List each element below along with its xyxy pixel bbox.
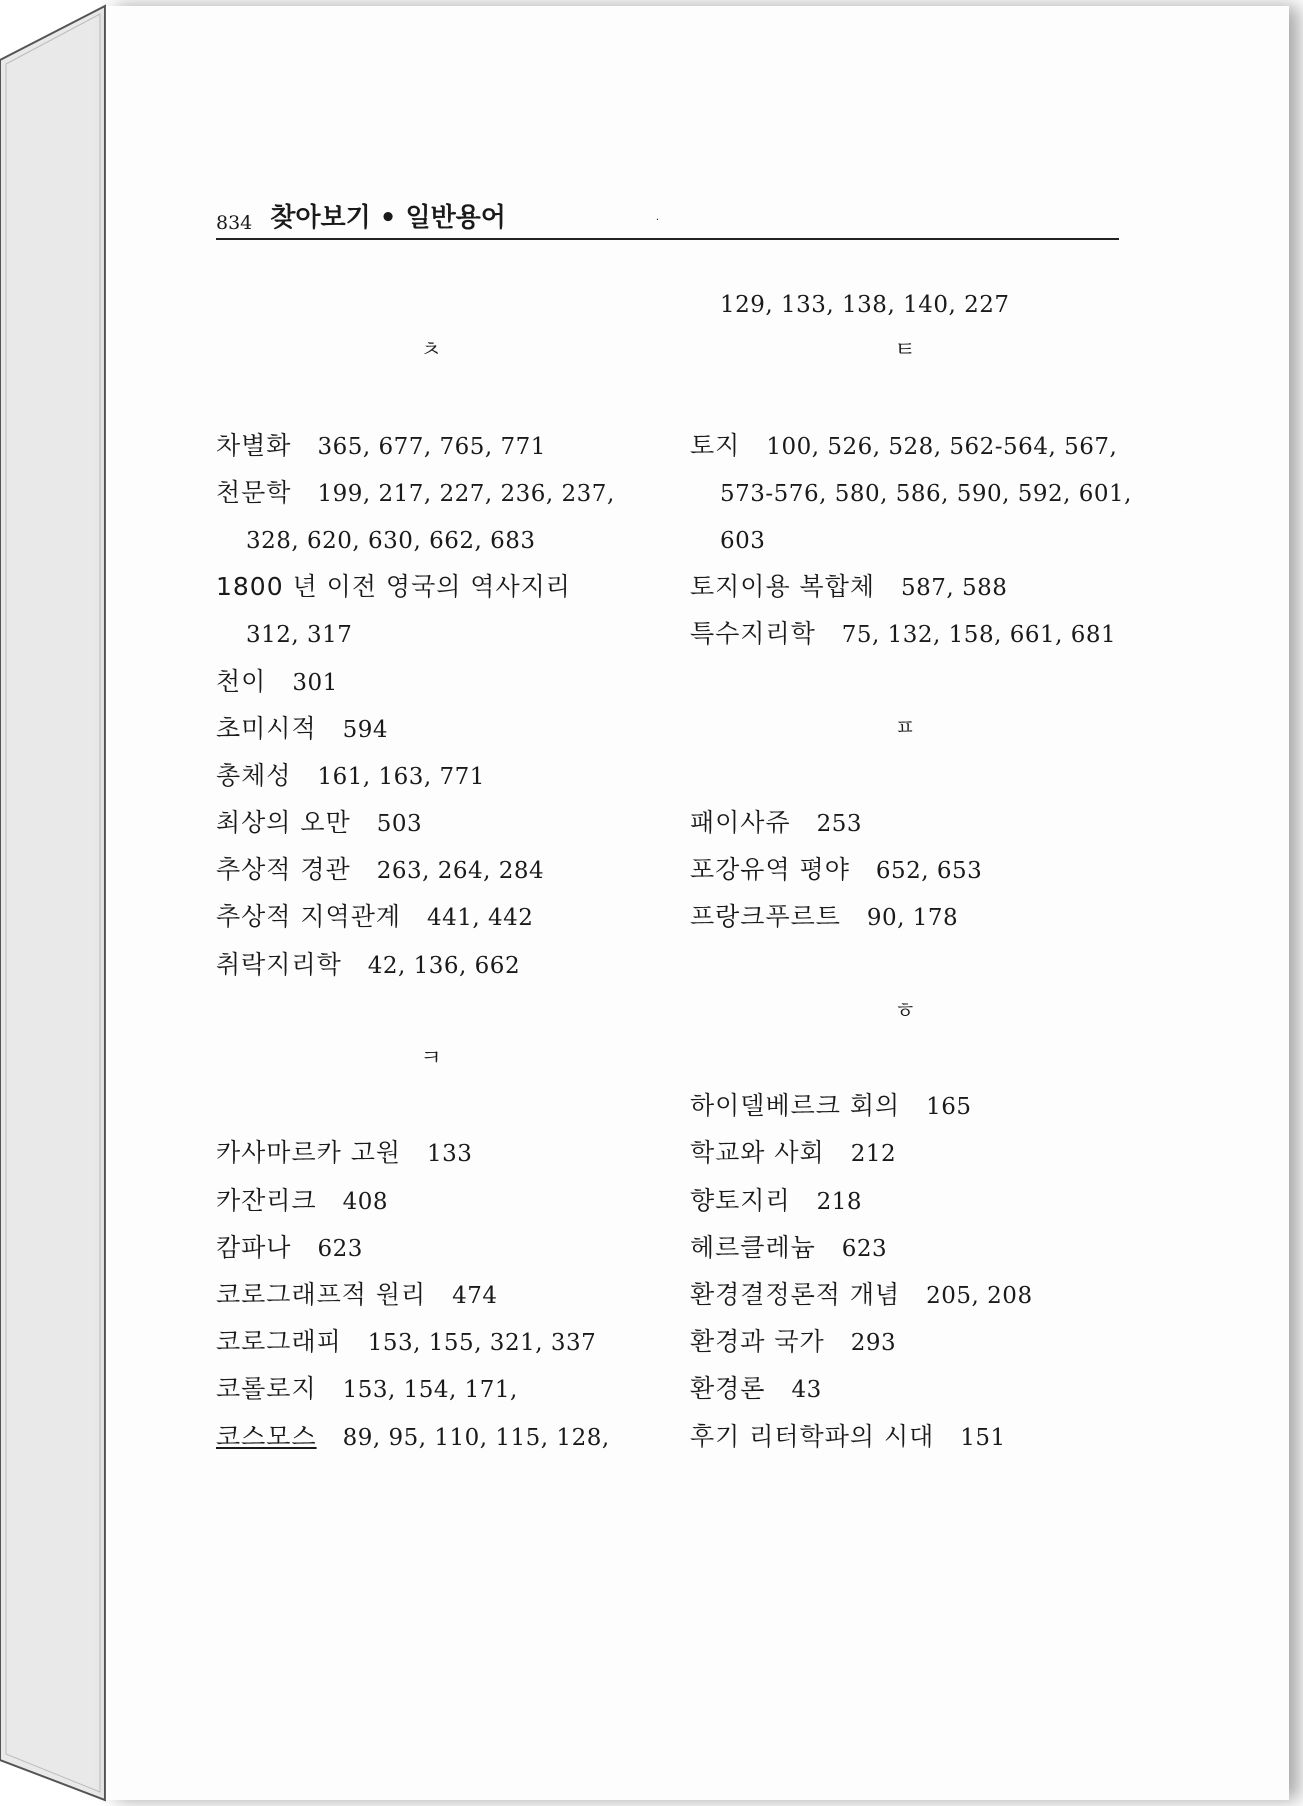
blank-line — [216, 280, 646, 327]
entry-pages: 312, 317 — [246, 622, 353, 649]
index-entry — [690, 1413, 1120, 1460]
entry-term: 환경과 국가 — [690, 1327, 825, 1357]
entry-pages: 153, 154, 171, — [342, 1377, 518, 1404]
entry-term: 헤르클레늄 — [690, 1232, 816, 1262]
entry-term: 환경론 — [690, 1374, 766, 1404]
entry-term: 카사마르카 고원 — [216, 1138, 401, 1168]
blank-line — [216, 1082, 646, 1129]
entry-term: 초미시적 — [216, 713, 317, 743]
index-entry — [216, 563, 646, 610]
entry-pages: 151 — [960, 1424, 1006, 1451]
page-number: 834 — [216, 212, 253, 234]
entry-pages: 42, 136, 662 — [367, 952, 521, 979]
entry-pages: 408 — [342, 1188, 389, 1215]
section-letter-heading: ㅋ — [420, 1046, 442, 1071]
entry-pages: 153, 155, 321, 337 — [367, 1330, 597, 1357]
index-entry-continuation — [690, 516, 1120, 563]
entry-term: 최상의 오만 — [216, 808, 351, 838]
blank-line — [690, 1035, 1120, 1082]
blank-line — [690, 941, 1120, 988]
entry-pages: 301 — [292, 669, 338, 696]
entry-term: 코로그래프적 원리 — [216, 1279, 427, 1309]
entry-term: 차별화 — [216, 430, 292, 460]
entry-term: 코로그래피 — [216, 1327, 342, 1357]
page-header — [216, 203, 1119, 240]
entry-pages: 652, 653 — [875, 858, 983, 885]
index-entry — [690, 1318, 1120, 1365]
entry-term: 토지 — [690, 430, 741, 460]
entry-term: 하이델베르크 회의 — [690, 1091, 901, 1121]
entry-term: 후기 리터학파의 시대 — [690, 1421, 935, 1451]
entry-pages: 623 — [317, 1235, 363, 1262]
entry-term: 특수지리학 — [690, 619, 816, 649]
blank-line — [216, 374, 646, 421]
blank-line — [690, 752, 1120, 799]
index-entry — [216, 658, 646, 705]
index-entry — [690, 610, 1120, 657]
index-entry — [216, 1365, 646, 1412]
index-entry — [690, 1271, 1120, 1318]
section-letter-heading: ㅎ — [894, 998, 916, 1024]
entry-term: 1800 년 이전 영국의 역사지리 — [216, 572, 571, 602]
entry-term: 코스모스 — [216, 1421, 317, 1451]
entry-pages: 503 — [376, 811, 423, 838]
entry-term: 캄파나 — [216, 1232, 292, 1262]
header-dot: · — [655, 214, 660, 226]
entry-pages: 129, 133, 138, 140, 227 — [720, 292, 1010, 318]
entry-term: 환경결정론적 개념 — [690, 1279, 901, 1309]
section-letter-heading: ㅌ — [894, 338, 916, 364]
entry-pages: 603 — [720, 527, 766, 554]
index-entry — [216, 422, 646, 469]
entry-term: 향토지리 — [690, 1185, 791, 1215]
entry-pages: 43 — [791, 1377, 822, 1404]
entry-pages: 573-576, 580, 586, 590, 592, 601, — [720, 480, 1132, 507]
entry-pages: 263, 264, 284 — [376, 858, 545, 885]
entry-term: 코롤로지 — [216, 1374, 317, 1404]
index-entry — [216, 1413, 646, 1460]
entry-pages: 293 — [850, 1330, 897, 1357]
index-entry-continuation — [216, 610, 646, 657]
index-entry — [216, 1224, 646, 1271]
index-entry — [690, 1177, 1120, 1224]
index-entry — [216, 1318, 646, 1365]
entry-pages: 474 — [452, 1282, 498, 1309]
index-entry — [690, 1082, 1120, 1129]
index-entry — [216, 752, 646, 799]
index-entry — [690, 893, 1120, 940]
index-entry — [690, 422, 1120, 469]
entry-pages: 212 — [850, 1141, 897, 1168]
index-entry — [216, 705, 646, 752]
entry-term: 패이사쥬 — [690, 808, 791, 838]
entry-pages: 218 — [816, 1188, 863, 1215]
entry-term: 토지이용 복합체 — [690, 572, 875, 602]
entry-term: 추상적 지역관계 — [216, 902, 401, 932]
entry-term: 천문학 — [216, 477, 292, 507]
entry-pages: 594 — [342, 716, 389, 743]
index-entry — [216, 1129, 646, 1176]
entry-pages: 90, 178 — [866, 905, 959, 932]
index-entry — [690, 1365, 1120, 1412]
index-entry — [216, 846, 646, 893]
right-index-column — [690, 280, 1132, 1460]
entry-pages: 587, 588 — [901, 575, 1008, 602]
index-entry-continuation — [216, 516, 646, 563]
index-entry — [690, 1129, 1120, 1176]
entry-pages: 365, 677, 765, 771 — [317, 433, 546, 460]
blank-line — [690, 374, 1120, 421]
entry-pages: 165 — [926, 1094, 972, 1121]
index-entry-continuation — [690, 469, 1132, 516]
section-letter-heading: ㅍ — [894, 715, 916, 741]
entry-pages: 441, 442 — [427, 905, 534, 932]
index-entry — [216, 1271, 646, 1318]
entry-term: 취락지리학 — [216, 949, 342, 979]
entry-pages: 328, 620, 630, 662, 683 — [246, 527, 536, 554]
index-entry — [216, 469, 646, 516]
entry-pages: 623 — [841, 1235, 888, 1262]
index-entry — [690, 1224, 1120, 1271]
entry-pages: 161, 163, 771 — [317, 763, 485, 790]
index-entry — [216, 941, 646, 988]
index-entry — [690, 799, 1120, 846]
index-entry — [690, 846, 1120, 893]
section-letter-heading: ㅊ — [420, 338, 442, 364]
index-entry — [690, 563, 1120, 610]
entry-pages: 89, 95, 110, 115, 128, — [342, 1424, 610, 1451]
blank-line — [690, 658, 1120, 705]
entry-pages: 253 — [816, 811, 863, 838]
entry-term: 프랑크푸르트 — [690, 902, 841, 932]
left-index-column — [216, 280, 646, 1460]
index-entry — [216, 893, 646, 940]
index-entry-continuation — [690, 280, 1120, 327]
entry-term: 천이 — [216, 666, 267, 696]
entry-pages: 133 — [427, 1141, 473, 1168]
entry-pages: 100, 526, 528, 562-564, 567, — [766, 433, 1118, 460]
entry-term: 추상적 경관 — [216, 855, 351, 885]
blank-line — [216, 988, 646, 1035]
entry-term: 총체성 — [216, 760, 292, 790]
entry-term: 학교와 사회 — [690, 1138, 825, 1168]
index-entry — [216, 799, 646, 846]
entry-term: 포강유역 평야 — [690, 855, 850, 885]
index-entry — [216, 1177, 646, 1224]
entry-term: 카잔리크 — [216, 1185, 317, 1215]
entry-pages: 199, 217, 227, 236, 237, — [317, 480, 615, 507]
page-title: 찾아보기 • 일반용어 — [270, 203, 506, 233]
entry-pages: 205, 208 — [926, 1282, 1033, 1309]
entry-pages: 75, 132, 158, 661, 681 — [841, 622, 1117, 649]
